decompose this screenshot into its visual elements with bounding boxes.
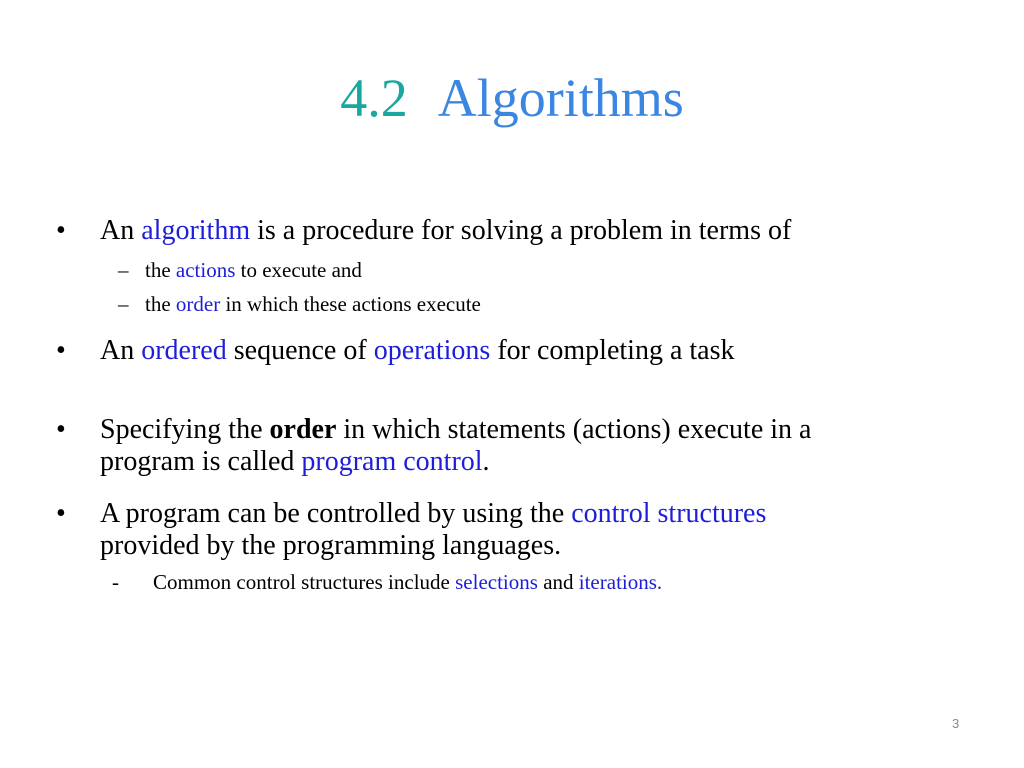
bullet-algorithm-definition: • An algorithm is a procedure for solving a problem in terms of <box>56 215 792 246</box>
bullet-control-structures-continuation: provided by the programming languages. <box>100 530 562 561</box>
term-iterations: iterations. <box>578 570 663 594</box>
slide-title <box>0 58 1024 138</box>
slide-page-number: 3 <box>952 716 960 731</box>
bullet-program-control: • Specifying the order in which statements (actions) execute in a <box>56 414 812 445</box>
bullet-dot-icon: • <box>56 498 66 529</box>
bullet-dot-icon: • <box>56 335 66 366</box>
term-order-bold: order <box>269 414 337 445</box>
title-text: Algorithms <box>437 68 684 128</box>
bullet-program-control-continuation: program is called program control. <box>100 446 490 477</box>
sub-bullet-actions: – the actions to execute and <box>118 258 362 282</box>
bullet-control-structures: • A program can be controlled by using the control structures <box>56 498 767 529</box>
term-program-control: program control <box>301 446 483 477</box>
term-ordered: ordered <box>141 335 227 366</box>
bullet-dot-icon: • <box>56 215 66 246</box>
title-number: 4.2 <box>340 68 408 128</box>
bullet-dot-icon: • <box>56 414 66 445</box>
sub-bullet-order: – the order in which these actions execute <box>118 292 481 316</box>
term-selections: selections <box>455 570 538 594</box>
sub-bullet-common-structures: - Common control structures include selections and iterations. <box>112 570 663 594</box>
term-operations: operations <box>373 335 491 366</box>
bullet-ordered-sequence: • An ordered sequence of operations for completing a task <box>56 335 735 366</box>
dash-icon: – <box>118 292 129 316</box>
term-algorithm: algorithm <box>141 215 251 246</box>
term-order: order <box>175 292 221 316</box>
term-actions: actions <box>175 258 236 282</box>
hyphen-icon: - <box>112 570 119 594</box>
term-control-structures: control structures <box>571 498 767 529</box>
dash-icon: – <box>118 258 129 282</box>
